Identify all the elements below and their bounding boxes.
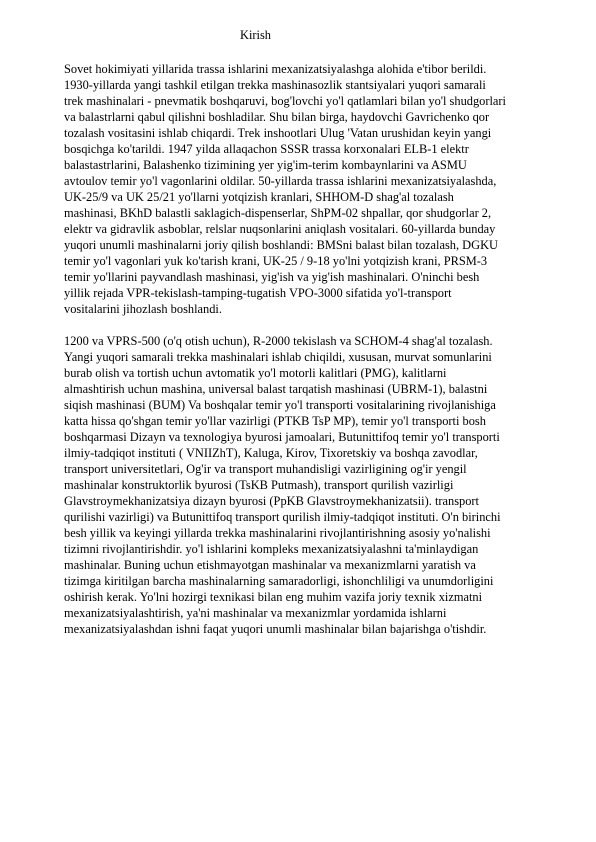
text-line: mashinalar. Buning uchun etishmayotgan mashinalar va mexanizmlarni yaratish va [64,558,476,572]
text-line: almashtirish uchun mashina, universal balast tarqatish mashinasi (UBRM-1), balastni [64,382,488,396]
text-line: boshqarmasi Dizayn va texnologiya byurosi jamoalari, Butunittifoq temir yo'l transporti [64,430,500,444]
text-line: transport universitetlari, Og'ir va transport muhandisligi vazirligining og'ir yengil [64,462,467,476]
text-line: elektr va gidravlik asboblar, relslar nuqsonlarini aniqlash vositalari. 60-yillarda bunday [64,222,496,236]
text-line: tizimni rivojlantirishdir. yo'l ishlarini kompleks mexanizatsiyalashni ta'minlaydigan [64,542,479,556]
text-line: siqish mashinasi (BUM) Va boshqalar temir yo'l transporti vositalarining rivojlanishiga [64,398,496,412]
text-line: qurilishi vazirligi) va Butunittifoq transport qurilish ilmiy-tadqiqot instituti. O'n birinchi [64,510,501,524]
text-line: ilmiy-tadqiqot instituti ( VNIIZhT), Kaluga, Kirov, Tixoretskiy va boshqa zavodlar, [64,446,478,460]
text-line: Yangi yuqori samarali trekka mashinalari ishlab chiqildi, xususan, murvat somunlarini [64,350,492,364]
paragraph-2 [64,333,501,637]
text-line: yuqori unumli mashinalarni joriy qilish boshlandi: BMSni balast bilan tozalash, DGKU [64,238,498,252]
text-line: Sovet hokimiyati yillarida trassa ishlarini mexanizatsiyalashga alohida e'tibor berildi. [64,62,487,76]
text-line: UK-25/9 va UK 25/21 yo'llarni yotqizish kranlari, SHHOM-D shag'al tozalash [64,190,454,204]
text-line: va balastrlarni qabul qilishni boshladilar. Shu bilan birga, haydovchi Gavrichenko qor [64,110,490,124]
page-title: Kirish [240,28,271,42]
paragraph-1 [64,61,506,317]
text-line: temir yo'l vagonlari yuk ko'tarish krani, UK-25 / 9-18 yo'lni yotqizish krani, PRSM-3 [64,254,488,268]
text-line: katta hissa qo'shgan temir yo'llar vazirligi (PTKB TsP MP), temir yo'l transporti bosh [64,414,486,428]
text-line: mexanizatsiyalashdan ishni faqat yuqori unumli mashinalar bilan bajarishga o'tishdir. [64,622,487,636]
text-line: 1200 va VPRS-500 (o'q otish uchun), R-2000 tekislash va SCHOM-4 shag'al tozalash. [64,334,493,348]
text-line: trek mashinalari - pnevmatik boshqaruvi, bog'lovchi yo'l qatlamlari bilan yo'l shudgorlari [64,94,506,108]
text-line: bosqichga ko'tarildi. 1947 yilda allaqachon SSSR trassa korxonalari ELB-1 elektr [64,142,469,156]
text-line: mexanizatsiyalashtirish, ya'ni mashinalar va mexanizmlar yordamida ishlarni [64,606,447,620]
text-line: mashinalar konstruktorlik byurosi (TsKB Putmash), transport qurilish vazirligi [64,478,454,492]
text-line: yillik rejada VPR-tekislash-tamping-tugatish VPO-3000 sifatida yo'l-transport [64,286,452,300]
text-line: balastastrlarini, Balashenko tizimining yer yig'im-terim kombaynlarini va ASMU [64,158,467,172]
text-line: burab olish va tortish uchun avtomatik yo'l motorli kalitlari (PMG), kalitlarni [64,366,447,380]
text-line: Glavstroymekhanizatsiya dizayn byurosi (PpKB Glavstroymekhanizatsii). transport [64,494,479,508]
text-line: mashinasi, BKhD balastli saklagich-dispenserlar, ShPM-02 shpallar, qor shudgorlar 2, [64,206,492,220]
text-line: tozalash vositasini ishlab chiqardi. Trek inshootlari Ulug 'Vatan urushidan keyin yangi [64,126,492,140]
text-line: vositalarini jihozlash boshlandi. [64,302,222,316]
text-line: oshirish kerak. Yo'lni hozirgi texnikasi bilan eng muhim vazifa joriy texnik xizmatni [64,590,483,604]
text-line: besh yillik va keyingi yillarda trekka mashinalarini rivojlantirishning asosiy yo'nalishi [64,526,491,540]
text-line: avtoulov temir yo'l vagonlarini oldilar. 50-yillarda trassa ishlarini mexanizatsiyalashda, [64,174,497,188]
text-line: temir yo'llarini payvandlash mashinasi, yig'ish va yig'ish mashinalari. O'ninchi besh [64,270,480,284]
text-line: tizimga kiritilgan barcha mashinalarning samaradorligi, ishonchliligi va unumdorligini [64,574,494,588]
text-line: 1930-yillarda yangi tashkil etilgan trekka mashinasozlik stantsiyalari yuqori samarali [64,78,486,92]
